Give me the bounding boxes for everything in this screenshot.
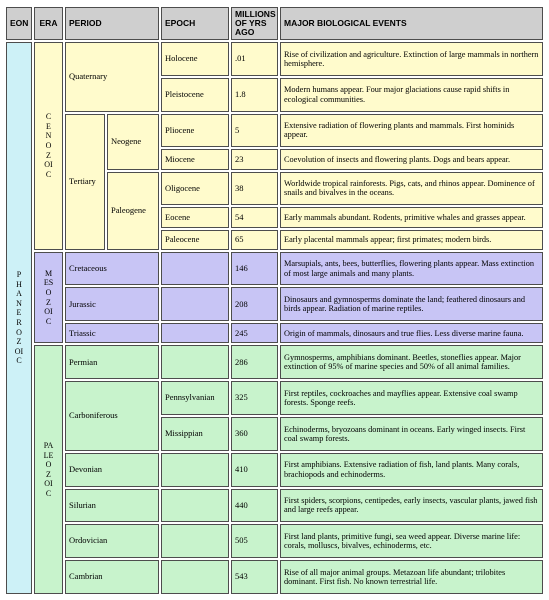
epoch-cell: Pleistocene [161,78,229,112]
mya-cell: 1.8 [231,78,278,112]
header-period: PERIOD [65,7,159,40]
table-row [6,489,543,523]
header-era: ERA [34,7,63,40]
header-row [6,7,543,40]
table-row [6,252,543,286]
epoch-cell-empty [161,560,229,594]
epoch-cell: Holocene [161,42,229,76]
period-cell: Devonian [65,453,159,487]
events-cell: Dinosaurs and gymnosperms dominate the land; feathered dinosaurs and birds appear. Radiation of marine reptiles. [280,287,543,321]
mya-cell: 440 [231,489,278,523]
period-cell: Jurassic [65,287,159,321]
mya-cell: 410 [231,453,278,487]
period-cell: Ordovician [65,524,159,558]
period-cell: Cretaceous [65,252,159,286]
period-cell-carboniferous: Carboniferous [65,381,159,451]
mya-cell: .01 [231,42,278,76]
period-cell: Permian [65,345,159,379]
events-cell: Echinoderms, bryozoans dominant in oceans. Early winged insects. First coal swamp forests. [280,417,543,451]
header-millions-of-years-ago: MILLIONS OF YRS AGO [231,7,278,40]
events-cell: First land plants, primitive fungi, sea weed appear. Diverse marine life: corals, molluscs, bivalves, echinoderms, etc. [280,524,543,558]
era-label-mesozoic: MESOZOIC [43,268,54,326]
events-cell: First spiders, scorpions, centipedes, early insects, vascular plants, jawed fish and large reefs appear. [280,489,543,523]
geologic-time-table [4,5,545,596]
epoch-cell: Pliocene [161,114,229,148]
epoch-cell-empty [161,252,229,286]
period-cell-tertiary: Tertiary [65,114,105,250]
header-major-biological-events: MAJOR BIOLOGICAL EVENTS [280,7,543,40]
epoch-cell-empty [161,345,229,379]
epoch-cell: Miocene [161,149,229,169]
epoch-cell: Eocene [161,207,229,227]
mya-cell: 38 [231,172,278,206]
period-cell-quaternary: Quaternary [65,42,159,112]
period-cell: Silurian [65,489,159,523]
table-row [6,381,543,415]
table-row [6,345,543,379]
epoch-cell-empty [161,524,229,558]
epoch-cell: Missippian [161,417,229,451]
epoch-cell-empty [161,323,229,343]
header-epoch: EPOCH [161,7,229,40]
table-row [6,42,543,76]
table-row [6,323,543,343]
mya-cell: 286 [231,345,278,379]
epoch-cell: Oligocene [161,172,229,206]
mya-cell: 5 [231,114,278,148]
mya-cell: 360 [231,417,278,451]
table-row [6,453,543,487]
epoch-cell-empty [161,489,229,523]
events-cell: Worldwide tropical rainforests. Pigs, cats, and rhinos appear. Dominence of snails and bivalves in the oceans. [280,172,543,206]
events-cell: First amphibians. Extensive radiation of fish, land plants. Many corals, brachiopods and echinoderms. [280,453,543,487]
epoch-cell: Pennsylvanian [161,381,229,415]
subperiod-cell-paleogene: Paleogene [107,172,159,250]
events-cell: Extensive radiation of flowering plants and mammals. First hominids appear. [280,114,543,148]
events-cell: Early mammals abundant. Rodents, primitive whales and grasses appear. [280,207,543,227]
period-cell: Triassic [65,323,159,343]
table-row [6,287,543,321]
events-cell: Marsupials, ants, bees, butterflies, flowering plants appear. Mass extinction of most large animals and many plants. [280,252,543,286]
subperiod-cell-neogene: Neogene [107,114,159,170]
era-label-cenozoic: CENOZOIC [44,112,53,179]
era-label-paleozoic: PALEOZOIC [43,440,54,498]
events-cell: Origin of mammals, dinosaurs and true flies. Less diverse marine fauna. [280,323,543,343]
mya-cell: 543 [231,560,278,594]
era-cell-mesozoic [34,252,63,344]
table-row [6,524,543,558]
era-cell-paleozoic [34,345,63,594]
events-cell: Gymnosperms, amphibians dominant. Beetles, stoneflies appear. Major extinction of 95% of marine species and 50% of all animal families. [280,345,543,379]
events-cell: Rise of civilization and agriculture. Extinction of large mammals in northern hemisphere. [280,42,543,76]
eon-label: PHANEROZOIC [14,270,24,366]
table-row [6,560,543,594]
events-cell: First reptiles, cockroaches and mayflies appear. Extensive coal swamp forests. Sponge reefs. [280,381,543,415]
events-cell: Early placental mammals appear; first primates; modern birds. [280,230,543,250]
mya-cell: 65 [231,230,278,250]
epoch-cell-empty [161,287,229,321]
mya-cell: 208 [231,287,278,321]
period-cell: Cambrian [65,560,159,594]
mya-cell: 146 [231,252,278,286]
mya-cell: 505 [231,524,278,558]
mya-cell: 245 [231,323,278,343]
era-cell-cenozoic [34,42,63,250]
events-cell: Rise of all major animal groups. Metazoan life abundant; trilobites dominant. First fish. No known terrestrial life. [280,560,543,594]
events-cell: Modern humans appear. Four major glaciations cause rapid shifts in ecological communities. [280,78,543,112]
mya-cell: 325 [231,381,278,415]
eon-cell [6,42,32,594]
events-cell: Coevolution of insects and flowering plants. Dogs and bears appear. [280,149,543,169]
epoch-cell: Paleocene [161,230,229,250]
mya-cell: 54 [231,207,278,227]
mya-cell: 23 [231,149,278,169]
epoch-cell-empty [161,453,229,487]
header-eon: EON [6,7,32,40]
table-row [6,114,543,148]
